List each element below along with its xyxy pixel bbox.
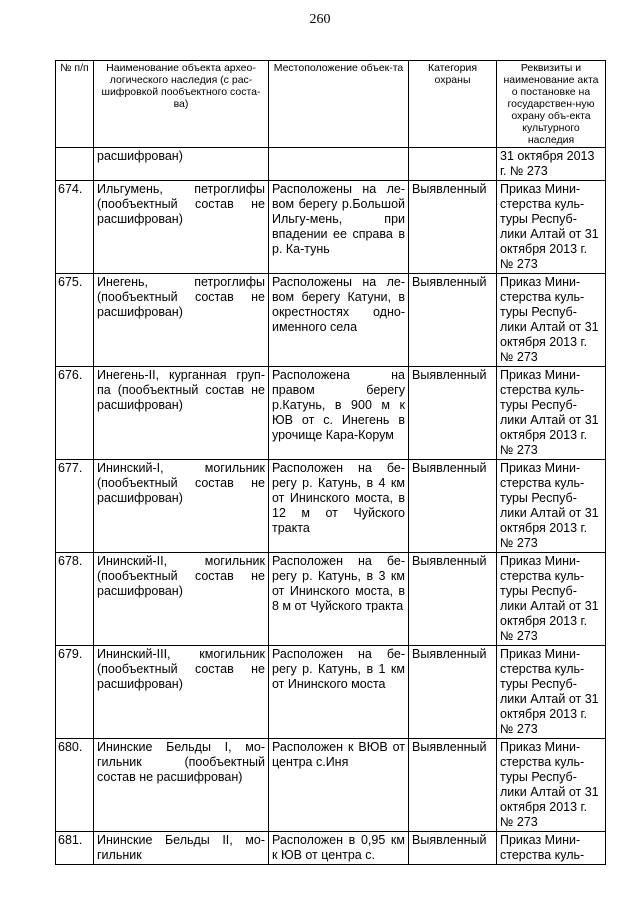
cell-number: 681.	[56, 832, 94, 865]
table-row-continuation	[56, 148, 606, 181]
cell-location: Расположена на правом берегу р.Катунь, в 900 м к ЮВ от с. Инегень в урочище Кара-Корум	[269, 367, 409, 460]
cell-location: Расположен на бе-регу р. Катунь, в 1 км от Ининского моста	[269, 646, 409, 739]
cell-category	[409, 148, 497, 181]
cell-object-name: Ининский-I, могильник (пообъектный состав не расшифрован)	[94, 460, 269, 553]
cell-object-name: Ильгумень, петроглифы (пообъектный состав не расшифрован)	[94, 181, 269, 274]
cell-location	[269, 148, 409, 181]
cell-number: 678.	[56, 553, 94, 646]
cell-number: 675.	[56, 274, 94, 367]
cell-object-name: расшифрован)	[94, 148, 269, 181]
cell-requisites: Приказ Мини-стерства куль-	[497, 832, 606, 865]
cell-requisites: Приказ Мини-стерства куль-туры Респуб-лики Алтай от 31 октября 2013 г. № 273	[497, 367, 606, 460]
table-row	[56, 739, 606, 832]
cell-object-name: Ининский-III, кмогильник (пообъектный состав не расшифрован)	[94, 646, 269, 739]
heritage-table	[55, 60, 606, 865]
cell-location: Расположен на бе-регу р. Катунь, в 3 км от Ининского моста, в 8 м от Чуйского тракта	[269, 553, 409, 646]
header-object-name: Наименование объекта архео-логического наследия (с рас-шифровкой пообъектного соста-ва)	[94, 61, 269, 148]
header-category: Категория охраны	[409, 61, 497, 148]
cell-category: Выявленный	[409, 646, 497, 739]
table-row	[56, 460, 606, 553]
cell-requisites: Приказ Мини-стерства куль-туры Респуб-лики Алтай от 31 октября 2013 г. № 273	[497, 646, 606, 739]
cell-number: 679.	[56, 646, 94, 739]
cell-object-name: Инегень, петроглифы (пообъектный состав не расшифрован)	[94, 274, 269, 367]
table-row	[56, 553, 606, 646]
cell-location: Расположены на ле-вом берегу р.Большой Ильгу-мень, при впадении ее справа в р. Ка-тунь	[269, 181, 409, 274]
cell-requisites: Приказ Мини-стерства куль-туры Респуб-лики Алтай от 31 октября 2013 г. № 273	[497, 553, 606, 646]
cell-number: 676.	[56, 367, 94, 460]
header-location: Местоположение объек-та	[269, 61, 409, 148]
cell-requisites: Приказ Мини-стерства куль-туры Респуб-лики Алтай от 31 октября 2013 г. № 273	[497, 181, 606, 274]
cell-number: 674.	[56, 181, 94, 274]
cell-object-name: Ининские Бельды II, мо-гильник	[94, 832, 269, 865]
cell-category: Выявленный	[409, 739, 497, 832]
cell-object-name: Ининский-II, могильник (пообъектный состав не расшифрован)	[94, 553, 269, 646]
cell-number	[56, 148, 94, 181]
cell-requisites: Приказ Мини-стерства куль-туры Респуб-лики Алтай от 31 октября 2013 г. № 273	[497, 739, 606, 832]
cell-requisites: Приказ Мини-стерства куль-туры Респуб-лики Алтай от 31 октября 2013 г. № 273	[497, 274, 606, 367]
cell-number: 677.	[56, 460, 94, 553]
cell-requisites: 31 октября 2013 г. № 273	[497, 148, 606, 181]
page-number: 260	[309, 12, 331, 27]
cell-number: 680.	[56, 739, 94, 832]
cell-category: Выявленный	[409, 274, 497, 367]
cell-location: Расположен к ВЮВ от центра с.Иня	[269, 739, 409, 832]
cell-object-name: Инегень-II, курганная груп-па (пообъектный состав не расшифрован)	[94, 367, 269, 460]
cell-location: Расположен в 0,95 км к ЮВ от центра с.	[269, 832, 409, 865]
table-row	[56, 832, 606, 865]
header-requisites: Реквизиты и наименование акта о постановке на государствен-ную охрану объ-екта культурного наследия	[497, 61, 606, 148]
cell-requisites: Приказ Мини-стерства куль-туры Респуб-лики Алтай от 31 октября 2013 г. № 273	[497, 460, 606, 553]
cell-category: Выявленный	[409, 832, 497, 865]
table-row	[56, 181, 606, 274]
table-row	[56, 367, 606, 460]
table-header-row	[56, 61, 606, 148]
cell-category: Выявленный	[409, 553, 497, 646]
cell-location: Расположены на ле-вом берегу Катуни, в окрестностях одно-именного села	[269, 274, 409, 367]
cell-category: Выявленный	[409, 367, 497, 460]
header-number: № п/п	[56, 61, 94, 148]
table-row	[56, 274, 606, 367]
table-row	[56, 646, 606, 739]
cell-category: Выявленный	[409, 181, 497, 274]
cell-location: Расположен на бе-регу р. Катунь, в 4 км от Ининского моста, в 12 м от Чуйского тракта	[269, 460, 409, 553]
cell-object-name: Ининские Бельды I, мо-гильник (пообъектный состав не расшифрован)	[94, 739, 269, 832]
cell-category: Выявленный	[409, 460, 497, 553]
